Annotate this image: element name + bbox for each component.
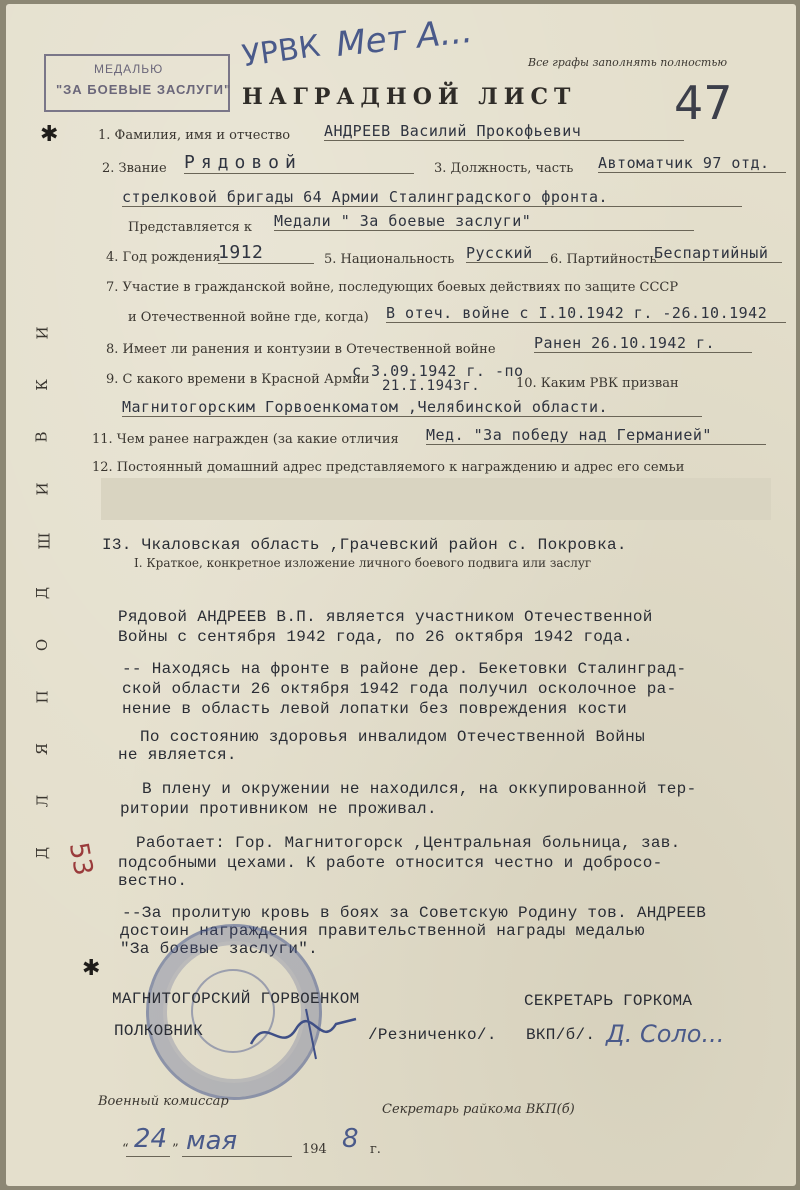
body-line: По состоянию здоровья инвалидом Отечественной Войны [140,728,645,746]
field-9-label: 9. С какого времени в Красной Армии [106,372,370,387]
body-line: достоин награждения правительственной награды медалью [120,922,645,940]
body-line: ской области 26 октября 1942 года получил осколочное ра- [122,680,677,698]
presented-label: Представляется к [128,220,252,235]
field-11-value: Мед. "За победу над Германией" [426,426,766,445]
date-year-digit: 8 [342,1124,359,1154]
all-fields-note: Все графы заполнять полностью [528,56,728,69]
date-year-suffix: г. [370,1142,381,1157]
date-day-underline [126,1144,170,1157]
side-letter: Д [33,846,52,860]
side-letter: Ш [35,532,54,550]
field-4-label: 4. Год рождения [106,250,221,265]
side-vertical-label [32,324,58,884]
field-8-value: Ранен 26.10.1942 г. [534,334,752,353]
handwritten-signature-right: Д. Соло... [606,1020,725,1048]
section-1-heading: I. Краткое, конкретное изложение личного боевого подвига или заслуг [134,556,592,570]
side-letter: Л [33,794,52,808]
body-line: --За пролитую кровь в боях за Советскую Родину тов. АНДРЕЕВ [122,904,707,922]
signatory-left-rank: ПОЛКОВНИК [114,1022,204,1040]
field-1-value: АНДРЕЕВ Василий Прокофьевич [324,122,684,141]
date-year-prefix: 194 [302,1142,327,1157]
urvk-ink-mark: УРВК [239,28,323,75]
field-3-label: 3. Должность, часть [434,161,574,176]
side-letter: К [32,379,51,391]
top-ink-scribble: Мет А... [334,10,475,66]
body-line: не является. [118,746,237,764]
body-line: Работает: Гор. Магнитогорск ,Центральная больница, зав. [136,834,681,852]
signatory-left-name: /Резниченко/. [368,1026,497,1044]
signatory-left-title: МАГНИТОГОРСКИЙ ГОРВОЕНКОМ [112,990,360,1008]
side-red-mark: 53 [62,840,99,878]
field-2-value: Рядовой [184,152,414,174]
presented-value: Медали " За боевые заслуги" [274,212,694,231]
page-title: НАГРАДНОЙ ЛИСТ [242,84,577,110]
date-month: мая [186,1126,238,1156]
field-10-value: Магнитогорским Горвоенкоматом ,Челябинской области. [122,398,702,417]
sheet-number-47: 47 [674,76,733,130]
field-11-label: 11. Чем ранее награжден (за какие отличия [92,432,399,447]
punch-star-icon: ✱ [40,122,59,147]
military-commissar-label: Военный комиссар [98,1094,229,1109]
field-9-value-line2: 21.I.1943г. [382,378,481,394]
side-letter: Д [33,586,52,600]
body-line: подсобными цехами. К работе относится честно и добросо- [118,854,663,872]
field-3-value: Автоматчик 97 отд. [598,154,786,173]
body-line: вестно. [118,872,188,890]
field-4-value: 1912 [218,242,314,264]
redacted-area [101,478,771,520]
field-7-value: В отеч. войне с I.10.1942 г. -26.10.1942 [386,304,786,323]
field-10-label: 10. Каким РВК призван [516,376,679,391]
field-9-value: с 3.09.1942 г. -по [352,362,524,380]
field-5-value: Русский [466,244,548,263]
handwritten-signature-left [246,1004,366,1064]
field-5-label: 5. Национальность [324,252,455,267]
date-day: 24 [134,1124,168,1154]
side-letter: И [33,326,52,340]
body-line: ритории противником не проживал. [120,800,437,818]
date-close-quote: ” [172,1142,179,1157]
side-letter: Я [33,742,52,756]
field-7-label-line2: и Отечественной войне где, когда) [128,310,369,325]
body-line: нение в область левой лопатки без повреждения кости [122,700,627,718]
signatory-right-party: ВКП/б/. [526,1026,596,1044]
award-sheet-paper [6,4,796,1186]
field-7-label: 7. Участие в гражданской войне, последующих боевых действиях по защите СССР [106,280,679,295]
field-2-label: 2. Звание [102,161,167,176]
body-line: "За боевые заслуги". [120,940,319,958]
field-8-label: 8. Имеет ли ранения и контузии в Отечественной войне [106,342,496,357]
field-6-label: 6. Партийность [550,252,657,267]
field-3-value-line2: стрелковой бригады 64 Армии Сталинградского фронта. [122,188,742,207]
punch-star-icon: ✱ [82,956,101,981]
party-secretary-label: Секретарь райкома ВКП(б) [382,1102,575,1117]
side-letter: О [33,638,52,652]
body-line: -- Находясь на фронте в районе дер. Бекетовки Сталинград- [122,660,687,678]
field-1-label: 1. Фамилия, имя и отчество [98,128,291,143]
field-13-value: I3. Чкаловская область ,Грачевский район с. Покровка. [102,536,627,554]
date-open-quote: “ [122,1142,129,1157]
side-letter: В [32,431,51,443]
medal-stamp: МЕДАЛЬЮ "ЗА БОЕВЫЕ ЗАСЛУГИ" [44,54,230,112]
field-6-value: Беспартийный [654,244,782,263]
field-12-label: 12. Постоянный домашний адрес представляемого к награждению и адрес его семьи [92,460,685,475]
side-letter: П [33,690,52,704]
date-month-underline [182,1144,292,1157]
body-line: В плену и окружении не находился, на оккупированной тер- [142,780,697,798]
body-line: Войны с сентября 1942 года, по 26 октября 1942 года. [118,628,633,646]
side-letter: И [33,482,52,496]
signatory-right-title: СЕКРЕТАРЬ ГОРКОМА [524,992,693,1010]
body-line: Рядовой АНДРЕЕВ В.П. является участником Отечественной [118,608,653,626]
